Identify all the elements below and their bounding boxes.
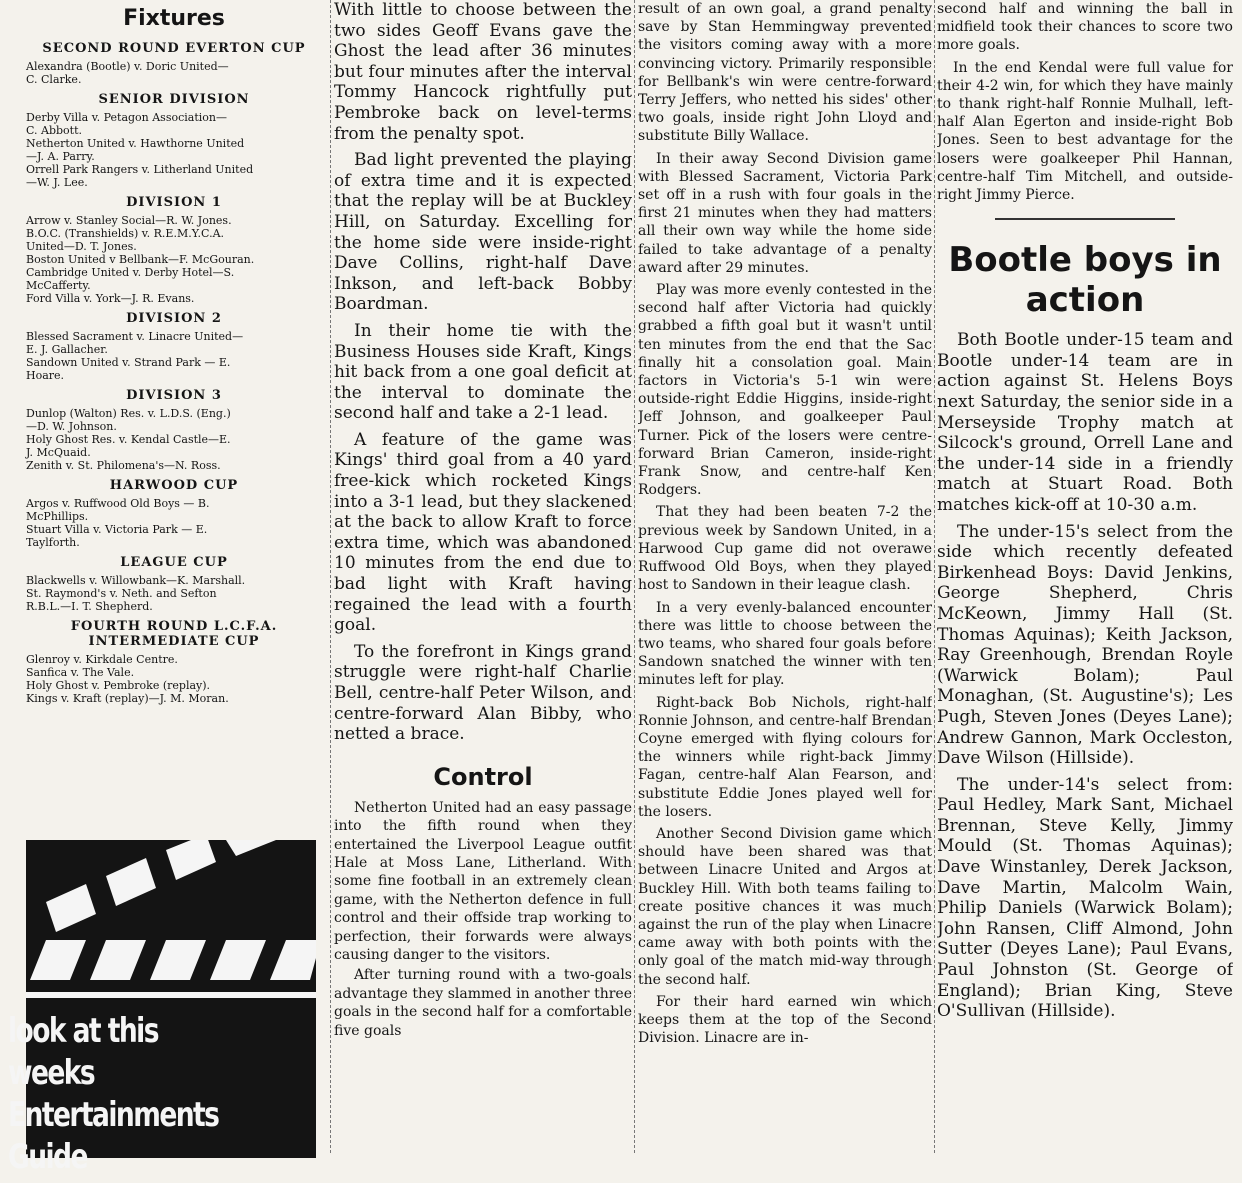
- fixture-line: Blessed Sacrament v. Linacre United—: [26, 330, 244, 343]
- fixture-line: Argos v. Ruffwood Old Boys — B.: [26, 497, 210, 510]
- fixture-section-heading: SENIOR DIVISION: [98, 92, 250, 107]
- fixture-line: Cambridge United v. Derby Hotel—S.: [26, 266, 235, 279]
- fixture-section-heading: FOURTH ROUND L.C.F.A. INTERMEDIATE CUP: [70, 619, 278, 649]
- fixture-section-heading: DIVISION 3: [126, 388, 222, 403]
- fixture-line: R.B.L.—I. T. Shepherd.: [26, 600, 153, 613]
- headline-bootle-boys: Bootle boys in action: [948, 240, 1222, 321]
- fixture-line: United—D. T. Jones.: [26, 240, 137, 253]
- article-column-3: [638, 0, 932, 1051]
- fixture-section: [18, 478, 330, 549]
- fixture-line: McCafferty.: [26, 279, 91, 292]
- fixtures-list: [18, 41, 330, 705]
- fixture-line: Glenroy v. Kirkdale Centre.: [26, 653, 178, 666]
- paragraph: The under-15's select from the side which recently defeated Birkenhead Boys: David Jenkins, George Shepherd, Chris McKeown, Jimmy Hall (St. Thomas Aquinas); Keith Jackson, Ray Greenhough, Brendan Royle (Warwick Bolam); Paul Monaghan, (St. Augustine's); Les Pugh, Steven Jones (Deyes Lane); Andrew Gannon, Mark Occleston, Dave Wilson (Hillside).: [937, 521, 1233, 769]
- paragraph: In the end Kendal were full value for their 4-2 win, for which they have mainly to thank right-half Ronnie Mulhall, left-half Alan Egerton and inside-right Bob Jones. Seen to best advantage for the losers were goalkeeper Phil Hannan, centre-half Tim Mitchell, and outside-right Jimmy Pierce.: [937, 59, 1233, 204]
- fixture-line: Kings v. Kraft (replay)—J. M. Moran.: [26, 692, 229, 705]
- fixture-line: Hoare.: [26, 369, 65, 382]
- ad-text: [8, 1010, 242, 1178]
- fixture-line: Orrell Park Rangers v. Litherland United: [26, 163, 254, 176]
- paragraph: To the forefront in Kings grand struggle were right-half Charlie Bell, centre-half Peter Wilson, and centre-forward Alan Bibby, who netted a brace.: [334, 641, 632, 745]
- fixture-line: Ford Villa v. York—J. R. Evans.: [26, 292, 195, 305]
- fixture-line: Taylforth.: [26, 536, 80, 549]
- paragraph: Both Bootle under-15 team and Bootle under-14 team are in action against St. Helens Boys next Saturday, the senior side in a Merseyside Trophy match at Silcock's ground, Orrell Lane and the under-14 side in a friendly match at Stuart Road. Both matches kick-off at 10-30 a.m.: [937, 330, 1233, 515]
- article-body: [638, 0, 932, 1047]
- column-rule: [634, 0, 635, 1153]
- fixture-line: McPhillips.: [26, 510, 89, 523]
- article-body: [334, 0, 632, 745]
- fixture-section: [18, 92, 330, 189]
- fixture-line: Blackwells v. Willowbank—K. Marshall.: [26, 574, 246, 587]
- paragraph: Right-back Bob Nichols, right-half Ronnie Johnson, and centre-half Brendan Coyne emerged with flying colours for the winners while right-back Jimmy Fagan, centre-half Alan Fearson, and substitute Eddie Jones played well for the losers.: [638, 694, 932, 820]
- fixture-line: Arrow v. Stanley Social—R. W. Jones.: [26, 214, 232, 227]
- ad-line: look at this weeks: [8, 1011, 158, 1093]
- fixtures-column: [18, 0, 330, 711]
- article-column-4: [937, 0, 1233, 1028]
- fixture-line: Netherton United v. Hawthorne United: [26, 137, 245, 150]
- paragraph: After turning round with a two-goals advantage they slammed in another three goals in the second half for a comfortable five goals: [334, 967, 632, 1039]
- fixture-section-heading: DIVISION 2: [126, 311, 222, 326]
- paragraph: Another Second Division game which should have been shared was that between Linacre United and Argos at Buckley Hill. With both teams failing to create positive chances it was much against the run of the play when Linacre came away with both points with the only goal of the match mid-way through the second half.: [638, 825, 932, 988]
- paragraph: Bad light prevented the playing of extra time and it is expected that the replay will be at Buckley Hill, on Saturday. Excelling for the home side were inside-right Dave Collins, right-half Dave Inkson, and left-back Bobby Boardman.: [334, 150, 632, 315]
- headline-control: Control: [433, 762, 533, 791]
- fixture-line: St. Raymond's v. Neth. and Sefton: [26, 587, 217, 600]
- fixtures-title: Fixtures: [123, 6, 225, 31]
- fixture-line: Sandown United v. Strand Park — E.: [26, 356, 231, 369]
- fixture-line: C. Abbott.: [26, 124, 83, 137]
- fixture-line: —J. A. Parry.: [26, 150, 95, 163]
- fixture-line: Dunlop (Walton) Res. v. L.D.S. (Eng.): [26, 407, 231, 420]
- paragraph: A feature of the game was Kings' third goal from a 40 yard free-kick which rocketed Kings into a 3-1 lead, but they slackened at the back to allow Kraft to force extra time, which was abandoned 10 minutes from the end due to bad light with Kraft having regained the lead with a fourth goal.: [334, 429, 632, 636]
- fixture-section: [18, 555, 330, 613]
- fixture-line: Sanfica v. The Vale.: [26, 666, 135, 679]
- fixture-line: B.O.C. (Transhields) v. R.E.M.Y.C.A.: [26, 227, 225, 240]
- column-rule: [330, 0, 331, 1153]
- fixture-line: Derby Villa v. Petagon Association—: [26, 111, 227, 124]
- fixture-line: —D. W. Johnson.: [26, 420, 117, 433]
- fixture-section-heading: LEAGUE CUP: [120, 555, 228, 570]
- article-column-2: [334, 0, 632, 1042]
- divider: [995, 218, 1175, 220]
- paragraph: Netherton United had an easy passage into the fifth round when they entertained the Liverpool League outfit Hale at Moss Lane, Litherland. With some fine football in an extremely clean game, with the Netherton defence in full control and their offside trap working to perfection, their forwards were always causing danger to the visitors.: [334, 799, 632, 964]
- fixture-line: Boston United v Bellbank—F. McGouran.: [26, 253, 255, 266]
- fixture-line: Alexandra (Bootle) v. Doric United—: [26, 60, 229, 73]
- fixture-section: [18, 388, 330, 472]
- fixture-section-heading: SECOND ROUND EVERTON CUP: [42, 41, 306, 56]
- paragraph: That they had been beaten 7-2 the previous week by Sandown United, in a Harwood Cup game did not overawe Ruffwood Old Boys, when they played host to Sandown in their league clash.: [638, 504, 932, 594]
- fixture-section: [18, 195, 330, 305]
- fixture-line: Holy Ghost v. Pembroke (replay).: [26, 679, 211, 692]
- paragraph: With little to choose between the two sides Geoff Evans gave the Ghost the lead after 36 minutes but four minutes after the interval Tommy Hancock rightfully put Pembroke back on level-terms from the penalty spot.: [334, 0, 632, 144]
- column-rule: [934, 0, 935, 1153]
- ad-line: Guide: [8, 1137, 87, 1177]
- paragraph: Play was more evenly contested in the second half after Victoria had quickly grabbed a fifth goal but it wasn't until ten minutes from the end that the Sac finally hit a consolation goal. Main factors in Victoria's 5-1 win were outside-right Eddie Higgins, inside-right Jeff Johnson, and goalkeeper Paul Turner. Pick of the losers were centre-forward Brian Cameron, inside-right Frank Snow, and centre-half Ken Rodgers.: [638, 282, 932, 499]
- fixture-section: [18, 41, 330, 86]
- fixture-line: Holy Ghost Res. v. Kendal Castle—E.: [26, 433, 231, 446]
- paragraph: The under-14's select from: Paul Hedley, Mark Sant, Michael Brennan, Steve Kelly, Jimmy Mould (St. Thomas Aquinas); Dave Winstanley, Derek Jackson, Dave Martin, Malcolm Wain, Philip Daniels (Warwick Bolam); John Ransen, Cliff Almond, John Sutter (Deyes Lane); Paul Evans, Paul Johnston (St. George of England); Brian King, Steve O'Sullivan (Hillside).: [937, 774, 1233, 1022]
- paragraph: result of an own goal, a grand penalty save by Stan Hemmingway prevented the visitors coming away with a more convincing victory. Primarily responsible for Bellbank's win were centre-forward Terry Jeffers, who netted his sides' other two goals, inside right John Lloyd and substitute Billy Wallace.: [638, 1, 932, 145]
- paragraph: For their hard earned win which keeps them at the top of the Second Division. Linacre are in-: [638, 993, 932, 1047]
- fixture-section: [18, 311, 330, 382]
- fixture-line: E. J. Gallacher.: [26, 343, 108, 356]
- fixture-section-heading: HARWOOD CUP: [109, 478, 239, 493]
- ad-line: Entertainments: [8, 1095, 219, 1135]
- article-body: [334, 799, 632, 1040]
- paragraph: In a very evenly-balanced encounter there was little to choose between the two teams, who shared four goals before Sandown snatched the winner with ten minutes left for play.: [638, 599, 932, 689]
- paragraph: second half and winning the ball in midfield took their chances to score two more goals.: [937, 1, 1233, 54]
- paragraph: In their away Second Division game with Blessed Sacrament, Victoria Park set off in a rush with four goals in the first 21 minutes when they had matters all their own way while the home side failed to take advantage of a penalty award after 29 minutes.: [638, 150, 932, 276]
- fixture-section-heading: DIVISION 1: [126, 195, 222, 210]
- article-body: [937, 330, 1233, 1022]
- article-body: [937, 0, 1233, 204]
- fixture-line: J. McQuaid.: [26, 446, 91, 459]
- fixture-line: C. Clarke.: [26, 73, 82, 86]
- fixture-line: Zenith v. St. Philomena's—N. Ross.: [26, 459, 221, 472]
- fixture-line: —W. J. Lee.: [26, 176, 88, 189]
- fixture-section: [18, 619, 330, 705]
- paragraph: In their home tie with the Business Houses side Kraft, Kings hit back from a one goal deficit at the interval to dominate the second half and take a 2-1 lead.: [334, 320, 632, 424]
- fixture-line: Stuart Villa v. Victoria Park — E.: [26, 523, 208, 536]
